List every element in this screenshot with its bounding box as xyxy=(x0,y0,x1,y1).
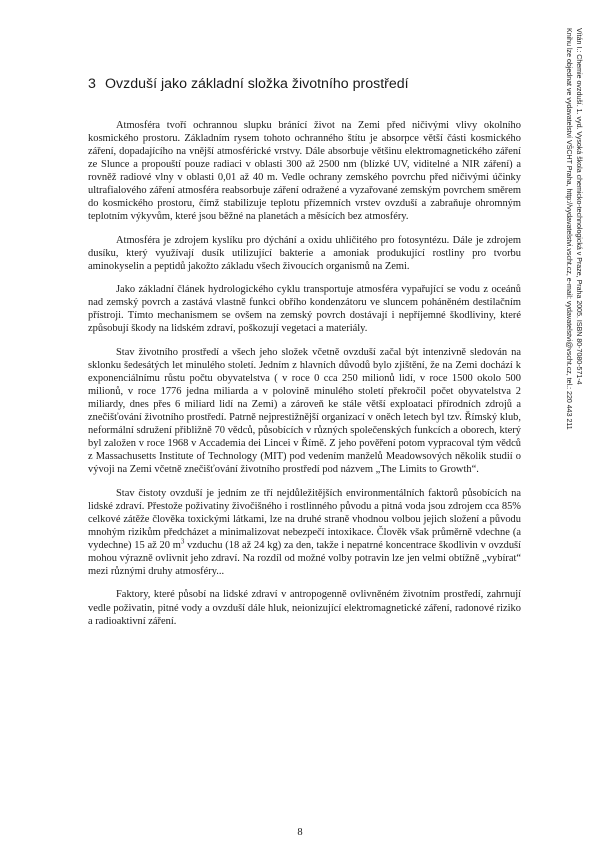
paragraph-hydrologic-cycle: Jako základní článek hydrologického cyklu transportuje atmosféra vypařující se vodu z oceánů nad zemský povrch a zastává vlastně funkci obřího kondenzátoru ve sluncem poháněném destilačním přístroji. Tímto mechanismem se ovšem na zemský povrch dostávají i nepříjemné škodliviny, které způsobují škody na lidském zdraví, poškozují vegetaci a materiály. xyxy=(88,284,521,335)
side-citation xyxy=(563,28,583,608)
paragraph-environment-history: Stav životního prostředí a všech jeho složek včetně ovzduší začal být intenzivně sledován na sklonku šedesátých let minulého století. Jedním z hlavních důvodů bylo zjištění, že na Zemi dochází k exponenciálnímu růstu počtu obyvatelstva ( v roce 0 cca 250 milionů lidí, v roce 1500 okolo 500 milionů, v roce 1776 jedna miliarda a v polovině minulého století překročil počet obyvatelstva 2 miliardy, dnes přes 6 miliard lidí na Zemi) a zároveň ke stále větší exploataci přírodních zdrojů a znečišťování životního prostředí. Patrně nejprestižnější organizací v oněch letech byl tzv. Římský klub, neformální sdružení přibližně 70 vědců, působících v různých společenských funkcích a oborech, který byl založen v roce 1968 v Accademia dei Lincei v Římě. Z jeho pověření potom vypracoval tým vědců z Massachusetts Institute of Technology (MIT) pod vedením manželů Meadowsových několik studií o vývoji na Zemi včetně znečišťování životního prostředí pod názvem „The Limits to Growth“. xyxy=(88,346,521,476)
paragraph-health-factors: Faktory, které působí na lidské zdraví v antropogenně ovlivněném životním prostředí, zahrnují vedle poživatin, pitné vody a ovzduší dále hluk, neionizující elektromagnetické záření, radonové riziko a radioaktivní záření. xyxy=(88,589,521,627)
air-quality-text-before: Stav čistoty ovzduší je jedním ze tří nejdůležitějších environmentálních faktorů působících na lidské zdraví. Přestože poživatiny živočišného i rostlinného původu a pitná voda jsou zdrojem cca 85% celkové zátěže člověka toxickými látkami, lze na druhé straně vhodnou volbou jejich složení a původu mnohým rizikům předcházet a minimalizovat nebezpečí intoxikace. Člověk však průměrně vdechne (a vydechne) 15 až 20 m xyxy=(88,487,521,551)
page-number: 8 xyxy=(297,827,303,838)
chapter-number: 3 xyxy=(88,76,96,92)
chapter-title: Ovzduší jako základní složka životního prostředí xyxy=(105,76,409,92)
side-citation-line-2: Knihu lze objednat ve vydavatelství VŠCHT Praha, http://vydavatelstvi.vscht.cz, e-mail: vydavatelstvi@vscht.cz, tel.: 220 443 211 xyxy=(565,28,572,430)
chapter-heading xyxy=(88,76,528,92)
air-quality-text-after: vzduchu (18 až 24 kg) za den, takže i nepatrné koncentrace škodlivin v ovzduší mohou výrazně ovlivnit jeho zdraví. Na rozdíl od možné volby potravin lze jen velmi obtížně „vybírat“ mezi různými druhy atmosféry... xyxy=(88,539,521,578)
side-citation-line-1: Vítán I.: Chemie ovzduší. 1. vyd. Vysoká škola chemicko-technologická v Praze, Praha 2005. ISBN 80-7080-571-4 xyxy=(575,28,582,385)
cubic-superscript: 3 xyxy=(180,537,185,546)
body-text xyxy=(88,119,521,638)
paragraph-air-quality xyxy=(88,487,521,578)
paragraph-atmosphere-protection: Atmosféra tvoří ochrannou slupku bránící život na Zemi před ničivými vlivy okolního kosmického prostoru. Základním rysem tohoto ochranného štítu je absorpce větší části kosmického záření, dopadajícího na vnější atmosférické vrstvy. Dále absorbuje většinu elektromagnetického záření ze Slunce a propouští pouze radiaci v oblasti 300 až 2500 nm (blízké UV, viditelné a NIR záření) a rovněž radiové vlny v oblasti 0,01 až 40 m. Vedle ochrany zemského povrchu před ničivými účinky ultrafialového záření atmosféra reabsorbuje záření odražené a vyzařované zemským povrchem směrem do kosmického prostoru, čímž stabilizuje teplotu přízemních vrstev ovzduší a zabraňuje ohromným teplotním výkyvům, které jsou běžné na planetách a měsících bez atmosféry. xyxy=(88,120,521,223)
paragraph-oxygen-source: Atmosféra je zdrojem kyslíku pro dýchání a oxidu uhličitého pro fotosyntézu. Dále je zdrojem dusíku, který využívají dusík utilizující bakterie a amoniak produkující rostliny pro tvorbu aminokyselin a peptidů jakožto základu všech živoucích organismů na Zemi. xyxy=(88,234,521,272)
